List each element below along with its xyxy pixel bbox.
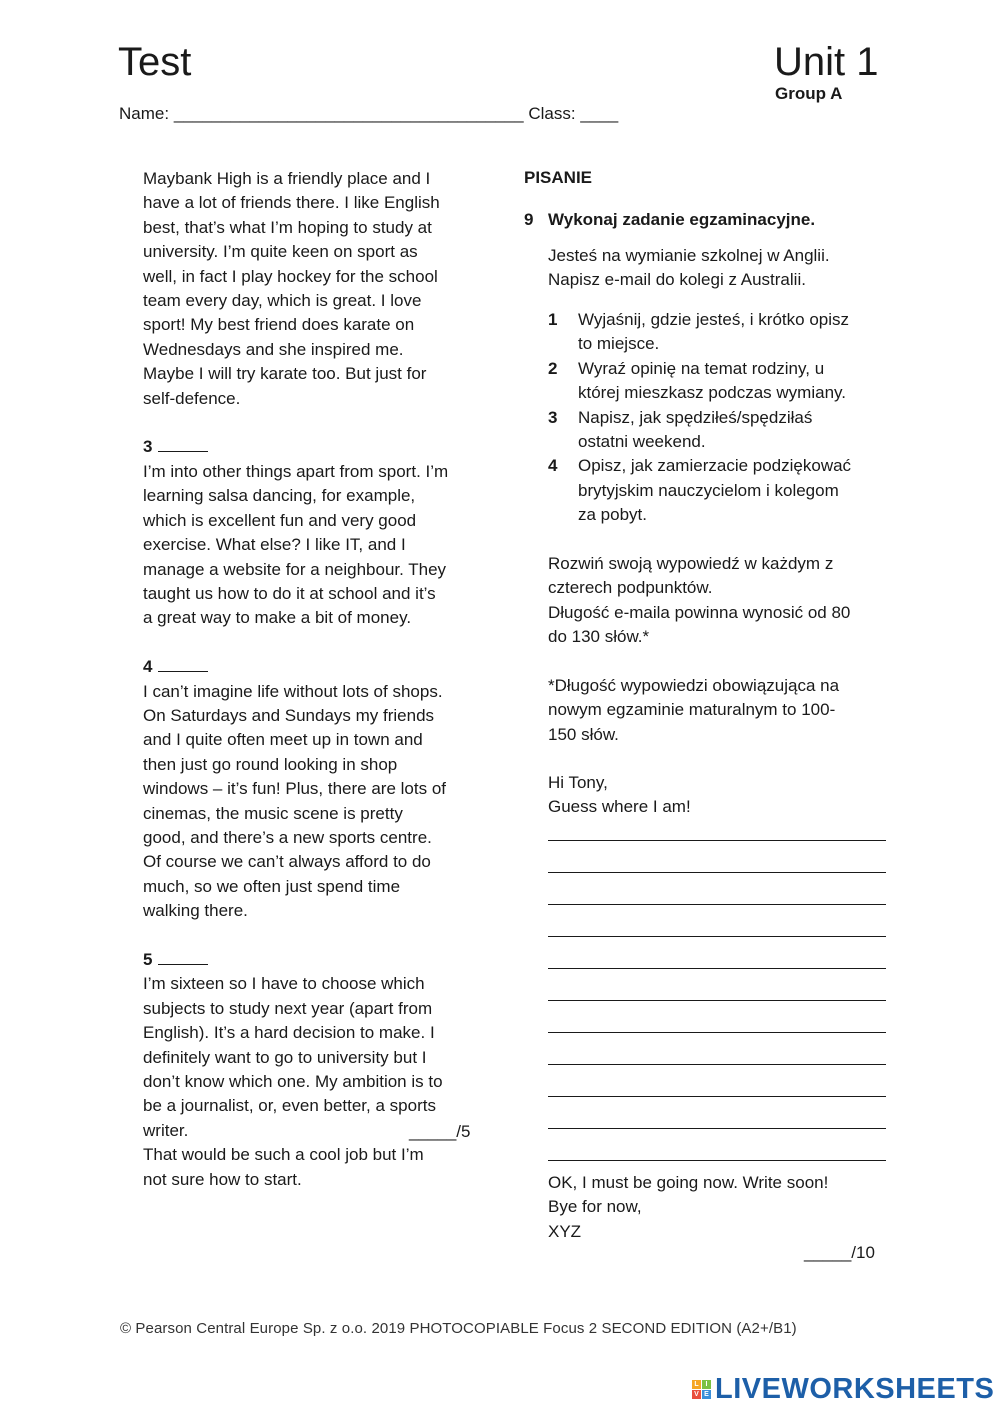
- point-text: Wyraź opinię na temat rodziny, u której mieszkasz podczas wymiany.: [578, 358, 846, 403]
- task-point: [548, 308, 898, 357]
- paragraph-5: I’m sixteen so I have to choose which subjects to study next year (apart from English). It’s a hard decision to make. I definitely want to go to university but I don’t know which one. My ambition is to be a journalist, or, even better, a sports writer. That would be such a cool job but I’m not sure how to start.: [143, 974, 443, 1189]
- gap-4-field[interactable]: [158, 656, 208, 672]
- logo-mark-icon: [692, 1380, 711, 1399]
- liveworksheets-logo: [692, 1373, 994, 1406]
- task-title: Wykonaj zadanie egzaminacyjne.: [548, 210, 816, 229]
- name-row: [119, 104, 618, 124]
- logo-mark-letter: V: [692, 1390, 701, 1399]
- logo-text: LIVEWORKSHEETS: [715, 1373, 995, 1405]
- reading-score[interactable]: _____/5: [409, 1122, 471, 1141]
- writing-line[interactable]: [548, 1000, 886, 1001]
- copyright-footer: © Pearson Central Europe Sp. z o.o. 2019 PHOTOCOPIABLE Focus 2 SECOND EDITION (A2+/B1): [120, 1320, 797, 1337]
- paragraph-3: I’m into other things apart from sport. I’m learning salsa dancing, for example, which is excellent fun and very good exercise. What else? I like IT, and I manage a website for a neighbour. They taught us how to do it at school and it’s a great way to make a bit of money.: [143, 461, 449, 628]
- writing-line[interactable]: [548, 872, 886, 873]
- point-number: 3: [548, 407, 558, 427]
- logo-mark-letter: I: [702, 1380, 711, 1389]
- writing-score[interactable]: _____/10: [804, 1243, 875, 1262]
- gap-3-field[interactable]: [158, 436, 208, 452]
- gap-number: 4: [143, 657, 153, 677]
- reading-column: [143, 167, 493, 1192]
- task-number: 9: [524, 210, 534, 229]
- task-point: [548, 406, 898, 455]
- writing-line[interactable]: [548, 840, 886, 841]
- gap-4-row: [143, 631, 493, 680]
- gap-number: 5: [143, 950, 153, 969]
- paragraph-intro: Maybank High is a friendly place and I have a lot of friends there. I like English best, that’s what I’m hoping to study at university. I’m quite keen on sport as well, in fact I play hockey for the school team every day, which is great. I love sport! My best friend does karate on Wednesdays and she inspired me. Maybe I will try karate too. But just for self-defence.: [143, 169, 440, 408]
- class-label: Class:: [528, 104, 576, 123]
- gap-number: 3: [143, 437, 153, 457]
- unit-label: Unit 1: [774, 40, 879, 84]
- writing-line[interactable]: [548, 904, 886, 905]
- writing-line[interactable]: [548, 1160, 886, 1161]
- point-number: 1: [548, 310, 558, 329]
- name-label: Name:: [119, 104, 170, 123]
- email-closing: OK, I must be going now. Write soon! Bye for now, XYZ: [548, 1173, 829, 1241]
- writing-line[interactable]: [548, 1032, 886, 1033]
- gap-5-row: [143, 924, 493, 973]
- group-label: Group A: [775, 84, 843, 103]
- develop-note: Rozwiń swoją wypowiedź w każdym z czterech podpunktów. Długość e-maila powinna wynosić od 80 do 130 słów.*: [548, 554, 851, 647]
- section-title: PISANIE: [524, 168, 593, 187]
- point-text: Wyjaśnij, gdzie jesteś, i krótko opisz to miejsce.: [578, 310, 850, 354]
- logo-mark-letter: L: [692, 1380, 701, 1389]
- writing-line[interactable]: [548, 1064, 886, 1065]
- task-point: [548, 357, 898, 406]
- point-text: Napisz, jak spędziłeś/spędziłaś ostatni weekend.: [578, 407, 813, 451]
- class-field[interactable]: ____: [580, 104, 619, 123]
- task-instruction: Jesteś na wymianie szkolnej w Anglii. Napisz e-mail do kolegi z Australii.: [548, 246, 830, 290]
- task-point: [548, 454, 898, 527]
- point-number: 2: [548, 358, 558, 378]
- writing-line[interactable]: [548, 1128, 886, 1129]
- writing-line[interactable]: [548, 1096, 886, 1097]
- name-field[interactable]: _____________________________________: [173, 104, 524, 123]
- email-greeting: Hi Tony, Guess where I am!: [548, 773, 691, 817]
- task-points: [548, 308, 898, 528]
- writing-line[interactable]: [548, 968, 886, 969]
- gap-5-field[interactable]: [158, 949, 208, 965]
- gap-3-row: [143, 411, 493, 460]
- footnote: *Długość wypowiedzi obowiązująca na nowym egzaminie maturalnym to 100- 150 słów.: [548, 676, 840, 744]
- point-number: 4: [548, 456, 558, 476]
- page-title: Test: [118, 40, 192, 84]
- paragraph-4: I can’t imagine life without lots of shops. On Saturdays and Sundays my friends and I quite often meet up in town and then just go round looking in shop windows – it’s fun! Plus, there are lots of cinemas, the music scene is pretty good, and there’s a new sports centre. Of course we can’t always afford to do much, so we often just spend time walking there.: [143, 681, 447, 921]
- point-text: Opisz, jak zamierzacie podziękować brytyjskim nauczycielom i kolegom za pobyt.: [578, 456, 852, 525]
- writing-line[interactable]: [548, 936, 886, 937]
- logo-mark-letter: E: [702, 1390, 711, 1399]
